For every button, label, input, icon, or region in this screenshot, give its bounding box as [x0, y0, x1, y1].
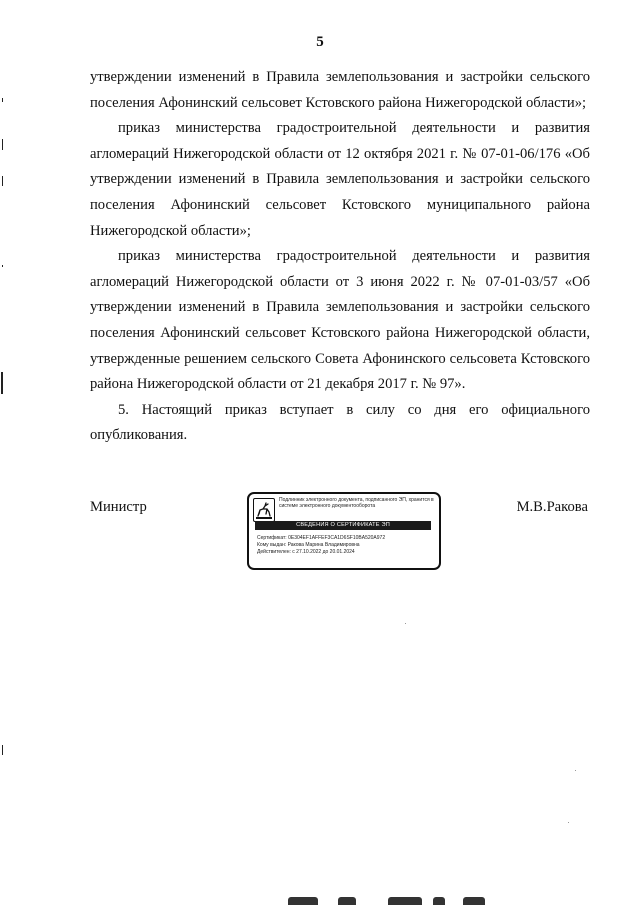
certificate-number: 0E304EF1AFFEF3CA1D6SF10BA520A972 — [288, 535, 386, 541]
paragraph-continuation: утверждении изменений в Правила землепользования и застройки сельского поселения Афонинский сельсовет Кстовского района Нижегородской области»; — [90, 69, 590, 111]
electronic-signature-stamp — [247, 492, 441, 570]
signature-block — [0, 497, 640, 577]
stamp-notice: Подлинник электронного документа, подписанного ЭП, хранится в системе электронного документооборота — [279, 497, 434, 510]
scan-artifact — [575, 770, 576, 771]
document-body — [90, 65, 590, 449]
certificate-row — [257, 535, 385, 542]
issued-to-row — [257, 542, 385, 549]
page-number: 5 — [316, 34, 324, 50]
paragraph-order-2021: приказ министерства градостроительной деятельности и развития агломераций Нижегородской области от 12 октября 2021 г. № 07-01-06/176 «Об утверждении изменений в Правила землепользования и застройки сельского поселения Афонинский сельсовет Кстовского муниципального района Нижегородской области»; — [90, 120, 590, 239]
scan-artifact — [2, 176, 3, 186]
validity-row — [257, 549, 385, 556]
validity-label: Действителен: — [257, 549, 291, 555]
bleed-through-text — [268, 891, 498, 905]
certificate-details — [257, 535, 385, 556]
deer-coat-of-arms-icon — [253, 498, 275, 522]
certificate-label: Сертификат: — [257, 535, 287, 541]
signatory-name: М.В.Ракова — [516, 499, 588, 515]
scan-artifact — [2, 139, 3, 150]
paragraph-order-2022: приказ министерства градостроительной деятельности и развития агломераций Нижегородской области от 3 июня 2022 г. № 07-01-03/57 «Об утверждении изменений в Правила землепользования и застройки сельского поселения Афонинский сельсовет Кстовского района Нижегородской области, утвержденные решением сельского Совета Афонинского сельсовета Кстовского района Нижегородской области от 21 декабря 2017 г. № 97». — [90, 248, 590, 393]
issued-to-label: Кому выдан: — [257, 542, 287, 548]
scan-artifact — [2, 745, 3, 755]
scan-artifact — [2, 98, 3, 102]
scan-artifact — [2, 265, 3, 267]
scan-artifact — [568, 822, 569, 823]
scan-artifact — [1, 372, 3, 394]
certificate-header: СВЕДЕНИЯ О СЕРТИФИКАТЕ ЭП — [255, 521, 431, 530]
scan-artifact — [405, 623, 406, 624]
issued-to-name: Ракова Марина Владимировна — [287, 542, 360, 548]
validity-period: с 27.10.2022 до 20.01.2024 — [292, 549, 355, 555]
signatory-title: Министр — [90, 499, 147, 515]
paragraph-effective-date: 5. Настоящий приказ вступает в силу со дня его официального опубликования. — [90, 401, 590, 444]
